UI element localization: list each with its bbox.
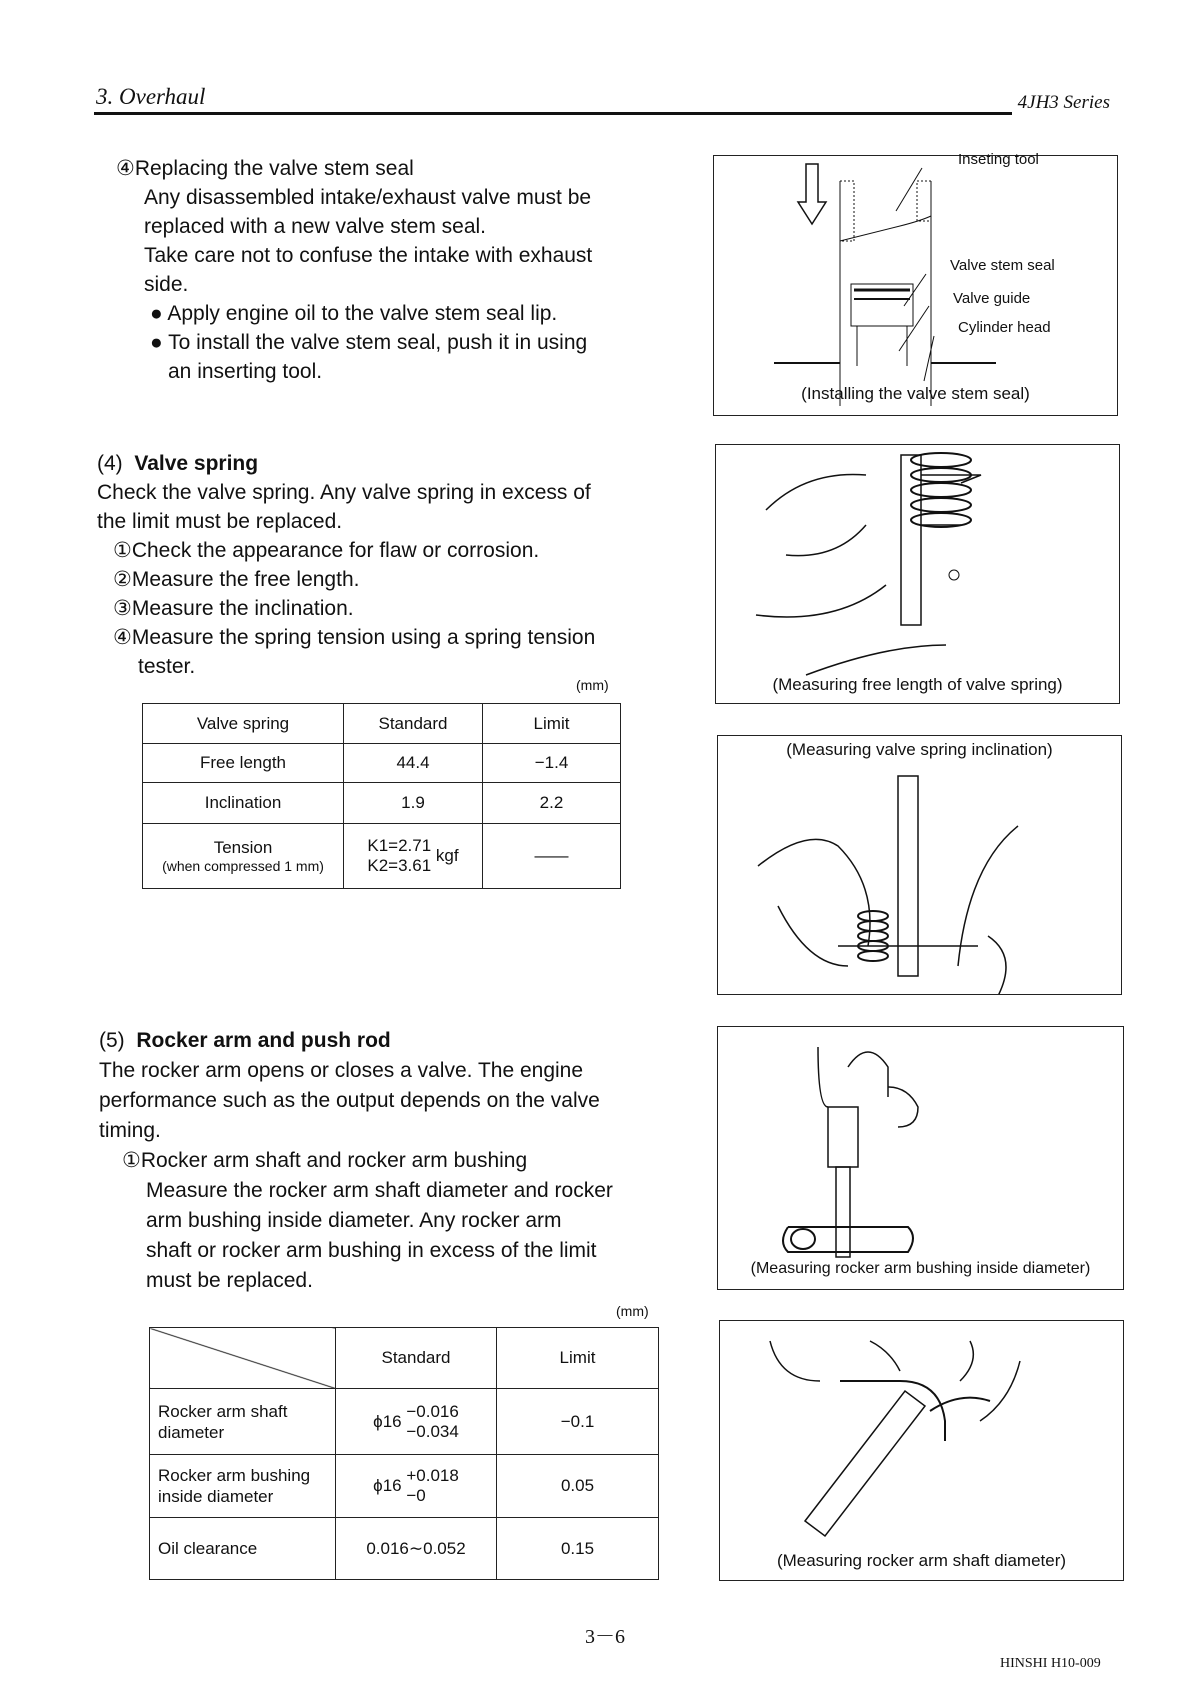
cell: 2.2 (483, 783, 621, 824)
bullet-item: ● Apply engine oil to the valve stem seal lip. (150, 302, 558, 325)
unit-label: (mm) (576, 677, 609, 693)
cell-text: Rocker arm bushing (158, 1466, 311, 1485)
figure-caption: (Measuring rocker arm shaft diameter) (776, 1551, 1067, 1570)
cell: Inclination (143, 783, 344, 824)
tol-upper: −0.016 (406, 1401, 459, 1421)
down-arrow-icon (798, 164, 826, 224)
table-row (143, 744, 621, 783)
cell: Oil clearance (150, 1518, 336, 1580)
text-line: Measure the rocker arm shaft diameter and rocker (146, 1179, 613, 1202)
valve-seal-section (116, 154, 592, 386)
tol-lower: −0 (406, 1486, 426, 1505)
bullet-icon: ● (150, 302, 168, 325)
text-line: The rocker arm opens or closes a valve. The engine (99, 1059, 584, 1082)
cell (336, 1389, 497, 1455)
valve-seal-title: ④Replacing the valve stem seal (116, 157, 414, 180)
header-cell: Limit (497, 1328, 659, 1389)
cell: —— (483, 824, 621, 889)
cell: 0.016∼0.052 (336, 1518, 497, 1580)
cell-text: Rocker arm shaft (158, 1401, 288, 1421)
cell: 0.05 (497, 1455, 659, 1518)
sub-title: ①Rocker arm shaft and rocker arm bushing (122, 1149, 528, 1172)
diagonal-header-cell (150, 1328, 336, 1389)
figure-caption: (Installing the valve stem seal) (801, 384, 1030, 403)
bullet-item: ● To install the valve stem seal, push it in using (150, 331, 588, 354)
figure-caption: (Measuring free length of valve spring) (772, 675, 1063, 694)
text-line: must be replaced. (146, 1269, 313, 1292)
cell (344, 824, 483, 889)
cell: Free length (143, 744, 344, 783)
bore-gauge-sketch (718, 1027, 1123, 1289)
table-header-row (150, 1328, 659, 1389)
table-header-row (143, 704, 621, 744)
chapter-title: 3. Overhaul (96, 84, 206, 109)
table-row (143, 824, 621, 889)
label-inserting-tool: Inseting tool (958, 151, 1039, 168)
cell: 44.4 (344, 744, 483, 783)
text-line: the limit must be replaced. (97, 510, 343, 533)
header-cell: Standard (344, 704, 483, 744)
unit: kgf (435, 846, 459, 865)
header-cell: Standard (336, 1328, 497, 1389)
step-item: ①Check the appearance for flaw or corrosion. (113, 539, 540, 562)
table-row (143, 783, 621, 824)
series-label: 4JH3 Series (1017, 92, 1110, 113)
label-valve-guide: Valve guide (953, 290, 1031, 307)
step-item: tester. (138, 655, 196, 678)
table-row (150, 1455, 659, 1518)
section-heading: (5) Rocker arm and push rod (99, 1029, 391, 1052)
section-heading: (4) Valve spring (97, 452, 259, 475)
tolerance (406, 1402, 458, 1442)
rocker-section (99, 1026, 613, 1296)
header-cell: Valve spring (143, 704, 344, 744)
text-line: arm bushing inside diameter. Any rocker arm (146, 1209, 562, 1232)
tol-lower: −0.034 (406, 1421, 459, 1441)
square-spring-sketch (718, 736, 1121, 994)
figure-free-length (715, 444, 1120, 704)
step-item: ③Measure the inclination. (113, 597, 354, 620)
text-line: shaft or rocker arm bushing in excess of the limit (146, 1239, 597, 1262)
step-item: ④Measure the spring tension using a spring tension (113, 626, 596, 649)
valve-spring-table (142, 703, 621, 889)
step-item: ②Measure the free length. (113, 568, 360, 591)
cell-text: Tension (213, 838, 273, 857)
figure-shaft (719, 1320, 1124, 1581)
header-cell: Limit (483, 704, 621, 744)
tolerance (406, 1466, 458, 1506)
cell-subtext: (when compressed 1 mm) (162, 858, 324, 874)
cell (150, 1455, 336, 1518)
header-rule (94, 112, 1012, 115)
text-line: timing. (99, 1119, 161, 1142)
text-line: Any disassembled intake/exhaust valve must be (144, 186, 592, 209)
cell (336, 1455, 497, 1518)
cell: 0.15 (497, 1518, 659, 1580)
table-row (150, 1389, 659, 1455)
k1: K1=2.71 (367, 836, 432, 855)
table-row (150, 1518, 659, 1580)
figure-installing-seal (713, 151, 1118, 416)
cell: −1.4 (483, 744, 621, 783)
text-line: replaced with a new valve stem seal. (144, 215, 486, 238)
rocker-table (149, 1327, 659, 1580)
unit-label: (mm) (616, 1303, 649, 1319)
bullet-icon: ● (150, 331, 169, 354)
cell: 1.9 (344, 783, 483, 824)
label-cylinder-head: Cylinder head (958, 319, 1051, 336)
valve-seal-diagram (714, 156, 1117, 415)
tension-values (367, 836, 431, 876)
cell (143, 824, 344, 889)
cell (150, 1389, 336, 1455)
label-valve-stem-seal: Valve stem seal (950, 257, 1055, 274)
tol-upper: +0.018 (406, 1466, 459, 1485)
valve-spring-section (97, 449, 595, 681)
cell-text: diameter (158, 1422, 225, 1442)
text-line: performance such as the output depends on the valve (99, 1089, 600, 1112)
figure-caption: (Measuring rocker arm bushing inside diameter) (750, 1260, 1091, 1277)
page-number: 3－6 (585, 1626, 625, 1648)
nominal: ϕ16 (373, 1411, 402, 1431)
caliper-sketch (716, 445, 1119, 703)
nominal: ϕ16 (373, 1476, 402, 1495)
text-line: Take care not to confuse the intake with exhaust (144, 244, 593, 267)
cell-text: inside diameter (158, 1487, 274, 1506)
cell: −0.1 (497, 1389, 659, 1455)
text-line: Check the valve spring. Any valve spring in excess of (97, 481, 591, 504)
figure-caption: (Measuring valve spring inclination) (786, 740, 1053, 759)
figure-inclination (717, 735, 1122, 995)
text-line: side. (144, 273, 189, 296)
figure-bushing (717, 1026, 1124, 1290)
text-line: an inserting tool. (168, 360, 323, 383)
document-code: HINSHI H10-009 (1000, 1656, 1101, 1671)
micrometer-sketch (720, 1321, 1123, 1580)
k2: K2=3.61 (367, 856, 432, 875)
